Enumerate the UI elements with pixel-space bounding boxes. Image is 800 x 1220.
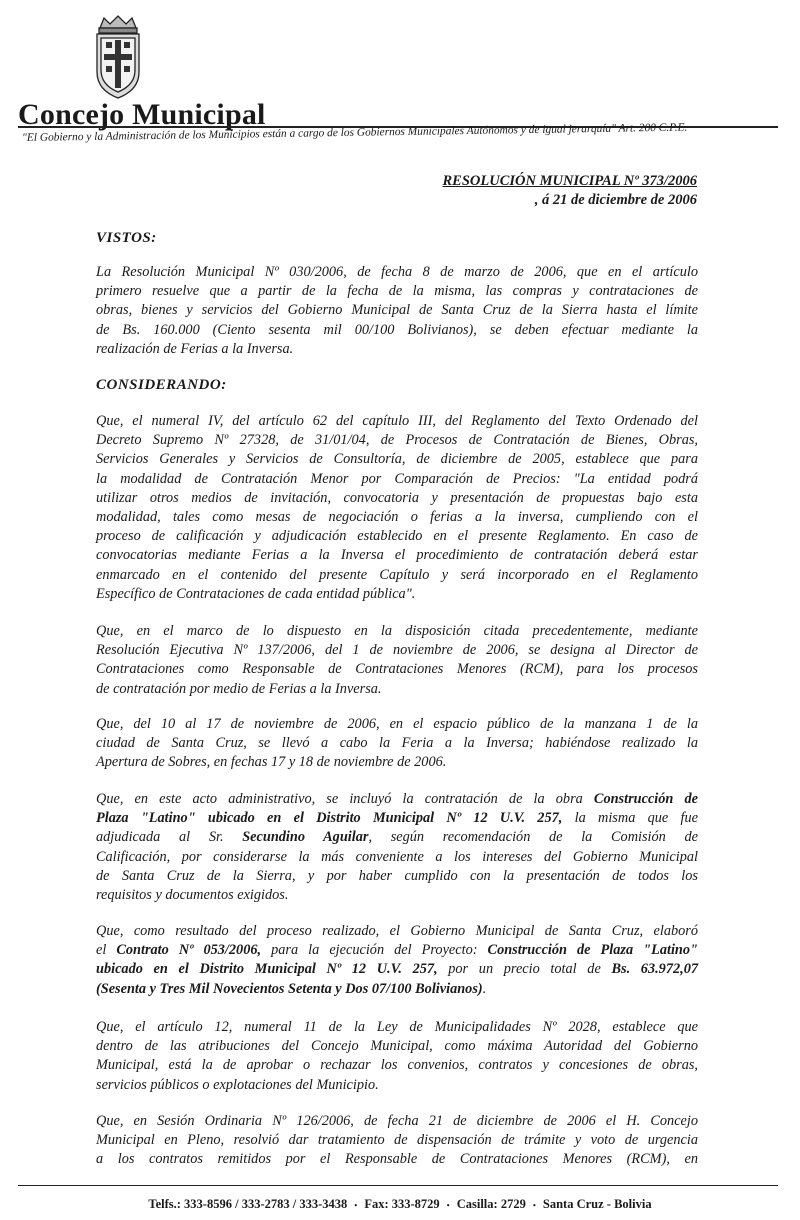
- text-line: Plaza "Latino" ubicado en el Distrito Municipal Nº 12 U.V. 257, la misma que fue: [96, 810, 698, 827]
- text-line: proceso de calificación y adjudicación establecido en el presente Reglamento. En caso de: [96, 528, 698, 545]
- text-line: Calificación, por considerarse la más conveniente a los intereses del Gobierno Municipal: [96, 848, 698, 865]
- text-line: convocatorias mediante Ferias a la Inversa el procedimiento de contratación deberá estar: [96, 547, 698, 564]
- vistos-paragraph: [96, 263, 698, 359]
- text-line: utilizar otros medios de invitación, convocatoria y presentación de propuestas bajo esta: [96, 489, 698, 506]
- considerando-heading: CONSIDERANDO:: [96, 377, 227, 393]
- text-line: Que, el numeral IV, del artículo 62 del capítulo III, del Reglamento del Texto Ordenado del: [96, 413, 698, 429]
- text-line: Municipal, está la de aprobar o rechazar los convenios, contratos y concesiones de obras,: [96, 1057, 698, 1074]
- contract-amount: Bs. 63.972,07: [611, 961, 698, 978]
- project-location: ubicado en el Distrito Municipal Nº 12 U.V. 257,: [96, 961, 438, 978]
- text-line: requisitos y documentos exigidos.: [96, 886, 289, 903]
- text-line: ciudad de Santa Cruz, se llevó a cabo la Feria a la Inversa; habiéndose realizado la: [96, 735, 698, 752]
- footer-box: Casilla: 2729: [456, 1197, 526, 1211]
- text-line: modalidad, tales como mesas de negociación o ferias a la inversa, cumpliendo con el: [96, 508, 698, 525]
- considerando-paragraph-4: [96, 790, 698, 905]
- considerando-paragraph-7: [96, 1112, 698, 1170]
- project-name: Construcción de: [593, 791, 698, 807]
- bullet-icon: •: [354, 1200, 358, 1210]
- footer-contact: [0, 1197, 800, 1212]
- text-line: enmarcado en el contenido del presente Capítulo y será incorporado en el Reglamento: [96, 566, 698, 583]
- text-line: primero resuelve que a partir de la fecha de la misma, las compras y contrataciones de: [96, 283, 698, 300]
- resolution-date: , á 21 de diciembre de 2006: [534, 192, 697, 208]
- text-line: La Resolución Municipal Nº 030/2006, de fecha 8 de marzo de 2006, que en el artículo: [96, 264, 698, 280]
- text-line: Contrataciones como Responsable de Contrataciones Menores (RCM), para los procesos: [96, 661, 698, 678]
- text-line: Apertura de Sobres, en fechas 17 y 18 de noviembre de 2006.: [96, 754, 447, 771]
- text-line: a los contratos remitidos por el Responsable de Contrataciones Menores (RCM), en: [96, 1151, 698, 1168]
- footer-fax: Fax: 333-8729: [364, 1197, 440, 1211]
- text-line: ubicado en el Distrito Municipal Nº 12 U.V. 257, por un precio total de Bs. 63.972,07: [96, 961, 698, 978]
- text-line: Resolución Ejecutiva Nº 137/2006, del 1 de noviembre de 2006, se designa al Director de: [96, 642, 698, 659]
- text-line: dentro de las atribuciones del Concejo Municipal, como máxima Autoridad del Gobierno: [96, 1038, 698, 1055]
- text-line: la modalidad de Contratación Menor por Comparación de Precios: "La entidad podrá: [96, 470, 698, 487]
- considerando-paragraph-6: [96, 1018, 698, 1095]
- footer-rule: [18, 1185, 778, 1186]
- project-location: Plaza "Latino" ubicado en el Distrito Municipal Nº 12 U.V. 257,: [96, 810, 563, 827]
- text-line: el Contrato Nº 053/2006, para la ejecución del Proyecto: Construcción de Plaza "Latino": [96, 942, 698, 959]
- vistos-heading: VISTOS:: [96, 230, 157, 246]
- considerando-paragraph-5: [96, 922, 698, 999]
- project-name: Construcción de Plaza "Latino": [487, 942, 698, 959]
- text-line: Decreto Supremo Nº 27328, de 31/01/04, de Procesos de Contratación de Bienes, Obras,: [96, 432, 698, 449]
- text-line: adjudicada al Sr. Secundino Aguilar, según recomendación de la Comisión de: [96, 829, 699, 846]
- text-line: servicios públicos o explotaciones del Municipio.: [96, 1076, 379, 1093]
- text-line: (Sesenta y Tres Mil Novecientos Setenta y Dos 07/100 Bolivianos).: [96, 980, 487, 997]
- footer-location: Santa Cruz - Bolivia: [542, 1197, 652, 1211]
- contract-number: Contrato Nº 053/2006,: [116, 942, 262, 959]
- resolution-title: RESOLUCIÓN MUNICIPAL Nº 373/2006: [442, 173, 697, 189]
- bullet-icon: •: [446, 1200, 450, 1210]
- text-line: Que, el artículo 12, numeral 11 de la Ley de Municipalidades Nº 2028, establece que: [96, 1019, 698, 1035]
- org-name: Concejo Municipal: [18, 98, 266, 131]
- considerando-paragraph-2: [96, 622, 698, 699]
- text-line: Específico de Contrataciones de cada entidad pública".: [96, 585, 416, 602]
- text-line: Que, como resultado del proceso realizado, el Gobierno Municipal de Santa Cruz, elaboró: [96, 923, 698, 939]
- text-line: Que, en Sesión Ordinaria Nº 126/2006, de fecha 21 de diciembre de 2006 el H. Concejo: [96, 1113, 698, 1129]
- text-line: Que, del 10 al 17 de noviembre de 2006, en el espacio público de la manzana 1 de la: [96, 716, 698, 732]
- text-line: de Santa Cruz de la Sierra, y por haber cumplido con la presentación de todos los: [96, 867, 698, 884]
- considerando-paragraph-3: [96, 715, 698, 773]
- text-line: Que, en este acto administrativo, se incluyó la contratación de la obra Construcción de: [96, 791, 698, 807]
- considerando-paragraph-1: [96, 412, 698, 604]
- text-line: obras, bienes y servicios del Gobierno Municipal de Santa Cruz de la Sierra hasta el límite: [96, 302, 698, 319]
- text-line: realización de Ferias a la Inversa.: [96, 340, 294, 357]
- amount-in-words: (Sesenta y Tres Mil Novecientos Setenta y Dos 07/100 Bolivianos): [96, 980, 483, 997]
- coat-of-arms-icon: [92, 14, 144, 100]
- text-line: Municipal en Pleno, resolvió dar tratamiento de dispensación de trámite y voto de urgencia: [96, 1132, 698, 1149]
- bullet-icon: •: [532, 1200, 536, 1210]
- text-line: de contratación por medio de Ferias a la Inversa.: [96, 680, 382, 697]
- contractor-name: Secundino Aguilar: [242, 829, 369, 846]
- text-line: Servicios Generales y Servicios de Consultoría, de diciembre de 2005, establece que para: [96, 451, 698, 468]
- footer-phones: Telfs.: 333-8596 / 333-2783 / 333-3438: [148, 1197, 348, 1211]
- header-motto: "El Gobierno y la Administración de los Municipios están a cargo de los Gobiernos Municipales Autónomos y de igual jerarquía" Art. 200 C.P.E.: [22, 121, 688, 144]
- text-line: Que, en el marco de lo dispuesto en la disposición citada precedentemente, mediante: [96, 623, 698, 639]
- text-line: de Bs. 160.000 (Ciento sesenta mil 00/100 Bolivianos), se deben efectuar mediante la: [96, 321, 698, 338]
